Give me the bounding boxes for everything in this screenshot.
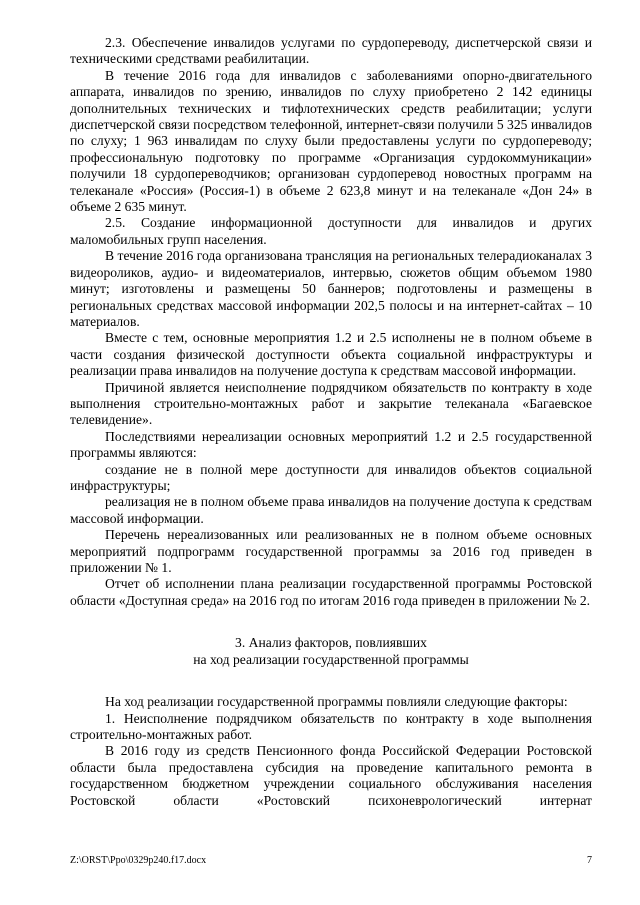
paragraph-2-3-body: В течение 2016 года для инвалидов с заболеваниями опорно-двигательного аппарата, инвалидов по зрению, инвалидов по слуху приобретено 2 142 единицы дополнительных технических и тифлотехнических средств реабилитации; услуги диспетчерской связи посредством телефонной, интернет-связи получили 5 325 инвалидов по слуху; 1 963 инвалидам по слуху были предоставлены услуги по сурдопереводу; профессиональную подготовку по программе «Организация сурдокоммуникации» получили 18 сурдопереводчиков; организован сурдоперевод новостных программ на телеканале «Россия» (Россия-1) в объеме 2 623,8 минут и на телеканале «Дон 24» в объеме 2 635 минут. [70,67,592,215]
section-title-line-1: 3. Анализ факторов, повлиявших [235,635,427,651]
paragraph-consequence-1: создание не в полной мере доступности для инвалидов объектов социальной инфраструктуры; [70,461,592,493]
paragraph-factors-intro: На ход реализации государственной программы повлияли следующие факторы: [105,694,568,710]
paragraph-appendix-1: Перечень нереализованных или реализованных не в полном объеме основных мероприятий подпрограмм государственной программы за 2016 год приведен в приложении № 1. [70,527,592,575]
section-3-title [70,634,592,668]
paragraph-appendix-2: Отчет об исполнении плана реализации государственной программы Ростовской области «Доступная среда» на 2016 год по итогам 2016 года приведен в приложении № 2. [70,576,592,608]
paragraph-2-3-heading: 2.3. Обеспечение инвалидов услугами по сурдопереводу, диспетчерской связи и техническими средствами реабилитации. [70,35,592,67]
paragraph-2-5-heading: 2.5. Создание информационной доступности для инвалидов и других маломобильных групп населения. [70,215,592,247]
paragraph-not-fully-executed: Вместе с тем, основные мероприятия 1.2 и 2.5 исполнены не в полном объеме в части создания физической доступности объекта социальной инфраструктуры и реализации права инвалидов на получение доступа к средствам массовой информации. [70,330,592,379]
paragraph-subsidy: В 2016 году из средств Пенсионного фонда Российской Федерации Ростовской области была предоставлена субсидия на проведение капитального ремонта в государственном бюджетном учреждении социального обслуживания населения Ростовской области «Ростовский психоневрологический интернат [70,743,592,808]
file-path: Z:\ORST\Ppo\0329p240.f17.docx [70,855,207,866]
page-number: 7 [587,855,592,866]
paragraph-consequence-2: реализация не в полном объеме права инвалидов на получение доступа к средствам массовой информации. [70,494,592,526]
document-body [70,35,592,809]
section-title-line-2: на ход реализации государственной программы [193,652,469,668]
paragraph-2-5-body: В течение 2016 года организована трансляция на региональных телерадиоканалах 3 видеороликов, аудио- и видеоматериалов, интервью, сюжетов общим объемом 1980 минут; изготовлены и размещены 50 баннеров; подготовлены и размещены в региональных средствах массовой информации 202,5 полосы и на интернет-сайтах – 10 материалов. [70,248,592,329]
paragraph-reason: Причиной является неисполнение подрядчиком обязательств по контракту в ходе выполнения строительно-монтажных работ и закрытие телеканала «Багаевское телевидение». [70,379,592,428]
paragraph-consequences: Последствиями нереализации основных мероприятий 1.2 и 2.5 государственной программы являются: [70,428,592,461]
paragraph-factor-1: 1. Неисполнение подрядчиком обязательств по контракту в ходе выполнения строительно-монтажных работ. [70,710,592,743]
